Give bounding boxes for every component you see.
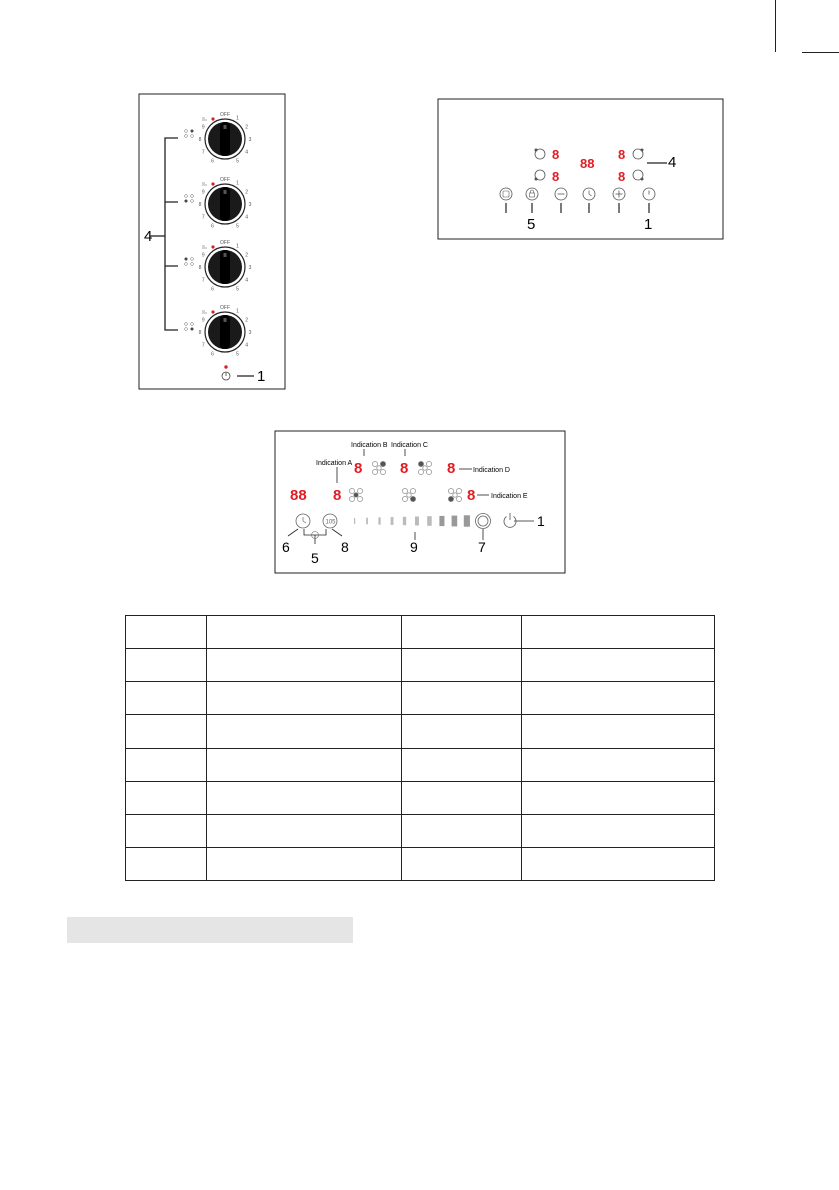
dial-scale-label: 7 [201, 214, 205, 221]
dial-scale-label: 6 [211, 223, 214, 230]
slider-segment[interactable] [354, 518, 355, 524]
table-cell [126, 715, 207, 748]
dial-scale-label: 4 [245, 277, 249, 284]
callout-8: 8 [341, 539, 349, 555]
dial-scale-label: 8 [198, 202, 202, 208]
slider-segment[interactable] [452, 516, 458, 527]
table-cell [402, 748, 522, 781]
dial-scale-label: 3 [248, 265, 252, 271]
zone-display-a: 8 [333, 487, 342, 504]
zone-display-rr: 8 [618, 147, 626, 162]
callout-5: 5 [311, 550, 319, 566]
table-cell [522, 748, 715, 781]
dial-scale-label: 9 [201, 317, 205, 324]
zone-display-b: 8 [354, 460, 363, 477]
dial-scale-label: 9 [201, 252, 205, 259]
dial-scale-label: OFF [220, 177, 230, 183]
indication-e-label: Indication E [491, 493, 528, 500]
dial-scale-label: 4 [245, 214, 249, 221]
dial-scale-label: 5 [236, 158, 239, 165]
dial-scale-label: 1 [236, 115, 239, 122]
dial-scale-label: 2 [245, 317, 249, 324]
table-cell [402, 847, 522, 880]
table-cell [126, 847, 207, 880]
dial-scale-label: 5 [236, 351, 239, 358]
lock-callout-5: 5 [527, 216, 536, 233]
dial-scale-label: 8 [198, 330, 202, 336]
table-cell [522, 616, 715, 649]
timer-display: 88 [580, 156, 595, 171]
table-row [126, 748, 715, 781]
slider-segment[interactable] [391, 517, 394, 525]
dial-scale-label: 7 [201, 342, 205, 349]
table-cell [207, 715, 402, 748]
indicator-dot [211, 245, 214, 248]
dial-scale-label: 5 [236, 286, 239, 293]
table-row [126, 814, 715, 847]
dial-scale-label: 2 [245, 124, 249, 131]
slider-segment[interactable] [403, 517, 406, 525]
table-cell [522, 649, 715, 682]
dial-scale-label: OFF [220, 305, 230, 311]
knob-control-panel [130, 90, 290, 395]
indication-a-label: Indication A [316, 460, 353, 467]
dial-scale-label: 8 [198, 137, 202, 143]
dial-scale-label: 9 [201, 124, 205, 131]
table-cell [522, 847, 715, 880]
boost-label: 105 [325, 519, 336, 526]
callout-6: 6 [282, 539, 290, 555]
crop-mark-side [802, 52, 839, 53]
dial-scale-label: 6 [211, 158, 214, 165]
indication-b-label: Indication B [351, 442, 388, 449]
slider-segment[interactable] [427, 516, 432, 526]
table-cell [402, 649, 522, 682]
dial-scale-label: 4 [245, 342, 249, 349]
slider-segment[interactable] [439, 516, 444, 526]
table-cell [402, 781, 522, 814]
table-cell [207, 814, 402, 847]
touch-control-panel [435, 96, 727, 242]
dial-scale-label: OFF [220, 240, 230, 246]
dial-scale-label: 4 [245, 149, 249, 156]
callout-7: 7 [478, 539, 486, 555]
table-cell [207, 682, 402, 715]
callout-1: 1 [537, 513, 545, 529]
table-cell [522, 682, 715, 715]
table-cell [126, 649, 207, 682]
table-cell [207, 616, 402, 649]
indicator-dot [211, 117, 214, 120]
dial-scale-label: 2 [245, 252, 249, 259]
power-callout-1: 1 [644, 216, 653, 233]
table-row [126, 847, 715, 880]
table-cell [522, 715, 715, 748]
indicator-dot [211, 182, 214, 185]
dial-scale-label: 2 [245, 189, 249, 196]
dial-scale-label: 1 [236, 308, 239, 315]
dial-scale-label: OFF [220, 112, 230, 118]
indicator-dot [211, 310, 214, 313]
zone-display-fl: 8 [552, 169, 560, 184]
zone-display-d: 8 [447, 460, 456, 477]
table-row [126, 781, 715, 814]
table-cell [402, 682, 522, 715]
legend-table [125, 615, 715, 881]
table-cell [207, 847, 402, 880]
slider-segment[interactable] [415, 517, 419, 526]
dial-scale-label: 8 [198, 265, 202, 271]
dial-scale-label: 5 [236, 223, 239, 230]
zone-display-rl: 8 [552, 147, 560, 162]
table-cell [402, 616, 522, 649]
timer-display: 88 [290, 487, 307, 504]
table-cell [126, 814, 207, 847]
table-cell [126, 682, 207, 715]
table-cell [126, 748, 207, 781]
dial-scale-label: 6 [211, 351, 214, 358]
dial-scale-label: 7 [201, 277, 205, 284]
table-cell [402, 814, 522, 847]
zone-display-c: 8 [400, 460, 409, 477]
table-row [126, 616, 715, 649]
dial-scale-label: 1 [236, 243, 239, 250]
dial-scale-label: 3 [248, 202, 252, 208]
table-cell [522, 814, 715, 847]
crop-mark-top [775, 0, 776, 52]
dial-scale-label: 3 [248, 137, 252, 143]
table-cell [207, 748, 402, 781]
table-cell [522, 781, 715, 814]
table-cell [402, 715, 522, 748]
section-heading-bar [67, 917, 353, 943]
slider-segment[interactable] [366, 518, 368, 525]
slider-segment[interactable] [378, 517, 380, 524]
indication-d-label: Indication D [473, 467, 510, 474]
dial-scale-label: 3 [248, 330, 252, 336]
dial-scale-label: 9 [201, 189, 205, 196]
dial-scale-label: 6 [211, 286, 214, 293]
dial-scale-label: 7 [201, 149, 205, 156]
zone-display-fr: 8 [618, 169, 626, 184]
power-callout-1: 1 [257, 368, 266, 385]
zones-callout-4: 4 [668, 154, 677, 171]
callout-9: 9 [410, 539, 418, 555]
indication-c-label: Indication C [391, 442, 428, 449]
slider-control-panel [272, 428, 568, 576]
table-cell [126, 616, 207, 649]
zone-display-e: 8 [467, 487, 476, 504]
table-row [126, 682, 715, 715]
table-cell [207, 649, 402, 682]
dial-scale-label: 1 [236, 180, 239, 187]
table-row [126, 649, 715, 682]
zones-callout-4: 4 [144, 228, 153, 245]
table-cell [126, 781, 207, 814]
table-cell [207, 781, 402, 814]
slider-segment[interactable] [464, 515, 470, 526]
table-row [126, 715, 715, 748]
